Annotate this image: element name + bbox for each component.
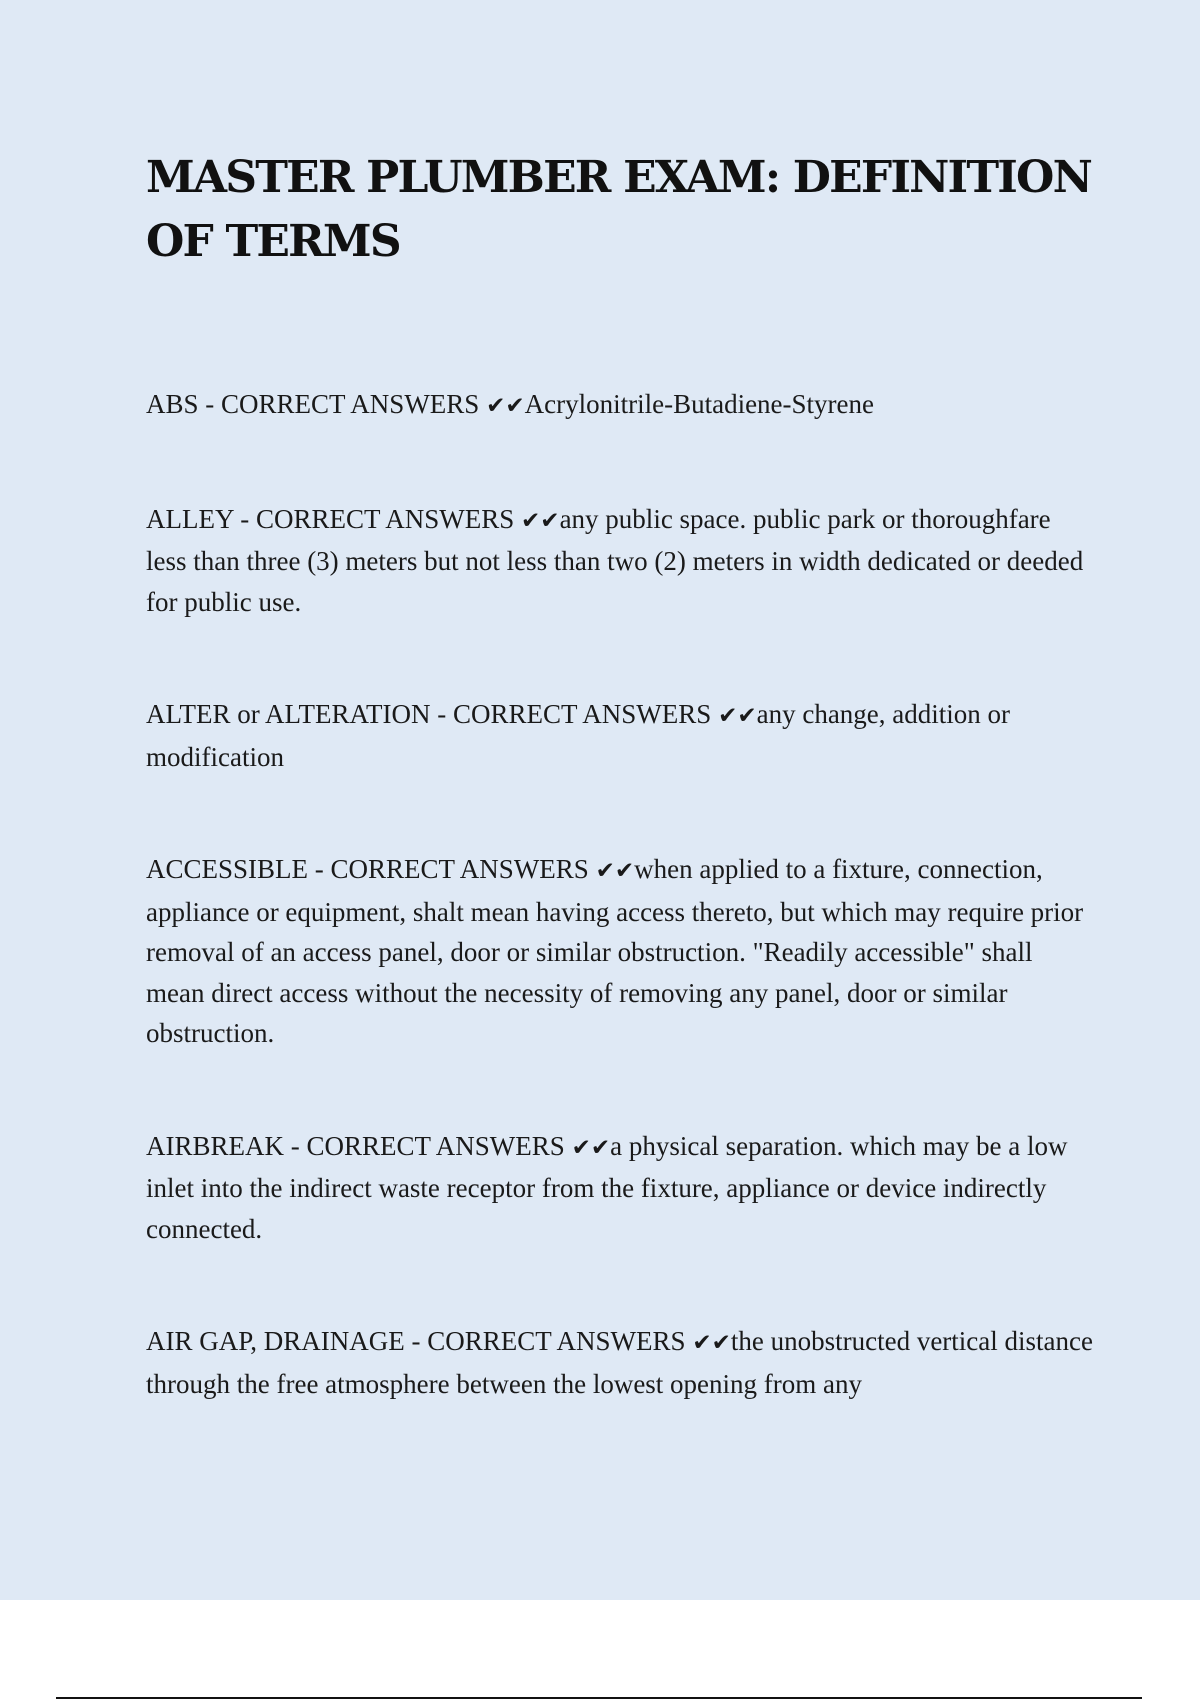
definition-entry-abs — [146, 384, 1096, 427]
double-check-icon: ✔✔ — [718, 703, 757, 729]
definition-entry-alley — [146, 499, 1096, 623]
footer-divider — [56, 1697, 1142, 1699]
definition-term: ABS - CORRECT ANSWERS — [146, 389, 480, 419]
definition-entry-air-gap-drainage — [146, 1321, 1096, 1404]
double-check-icon: ✔✔ — [595, 858, 635, 884]
definition-term: ALTER or ALTERATION - CORRECT ANSWERS — [146, 699, 712, 729]
definition-term: ACCESSIBLE - CORRECT ANSWERS — [146, 854, 589, 884]
document-content — [146, 146, 1096, 1476]
double-check-icon: ✔✔ — [486, 393, 525, 419]
definition-entry-airbreak — [146, 1126, 1096, 1250]
definition-text: the unobstructed vertical distance through the free atmosphere between the lowest opening from any — [146, 1326, 1093, 1399]
definition-text: Acrylonitrile-Butadiene-Styrene — [524, 389, 875, 419]
definition-term: AIR GAP, DRAINAGE - CORRECT ANSWERS — [146, 1326, 686, 1356]
definition-text: when applied to a fixture, connection, appliance or equipment, shalt mean having access thereto, but which may require prior removal of an access panel, door or similar obstruction. "Readily accessible" shall mean direct access without the necessity of removing any panel, door or similar obstruction. — [146, 854, 1084, 1048]
definition-text: any change, addition or modification — [146, 699, 1011, 772]
definition-entry-alteration — [146, 694, 1096, 777]
definition-term: AIRBREAK - CORRECT ANSWERS — [146, 1130, 565, 1161]
double-check-icon: ✔✔ — [571, 1134, 611, 1161]
definition-entry-accessible — [146, 849, 1096, 1054]
definition-list — [146, 384, 1096, 1404]
double-check-icon: ✔✔ — [521, 507, 560, 534]
definition-text: any public space. public park or thoroughfare less than three (3) meters but not less than two (2) meters in width dedicated or deeded for public use. — [146, 503, 1084, 617]
document-title: MASTER PLUMBER EXAM: DEFINITION OF TERMS — [146, 152, 1091, 267]
definition-text: a physical separation. which may be a low inlet into the indirect waste receptor from the fixture, appliance or device indirectly connected. — [146, 1130, 1068, 1244]
definition-term: ALLEY - CORRECT ANSWERS — [146, 503, 515, 534]
double-check-icon: ✔✔ — [692, 1330, 731, 1356]
